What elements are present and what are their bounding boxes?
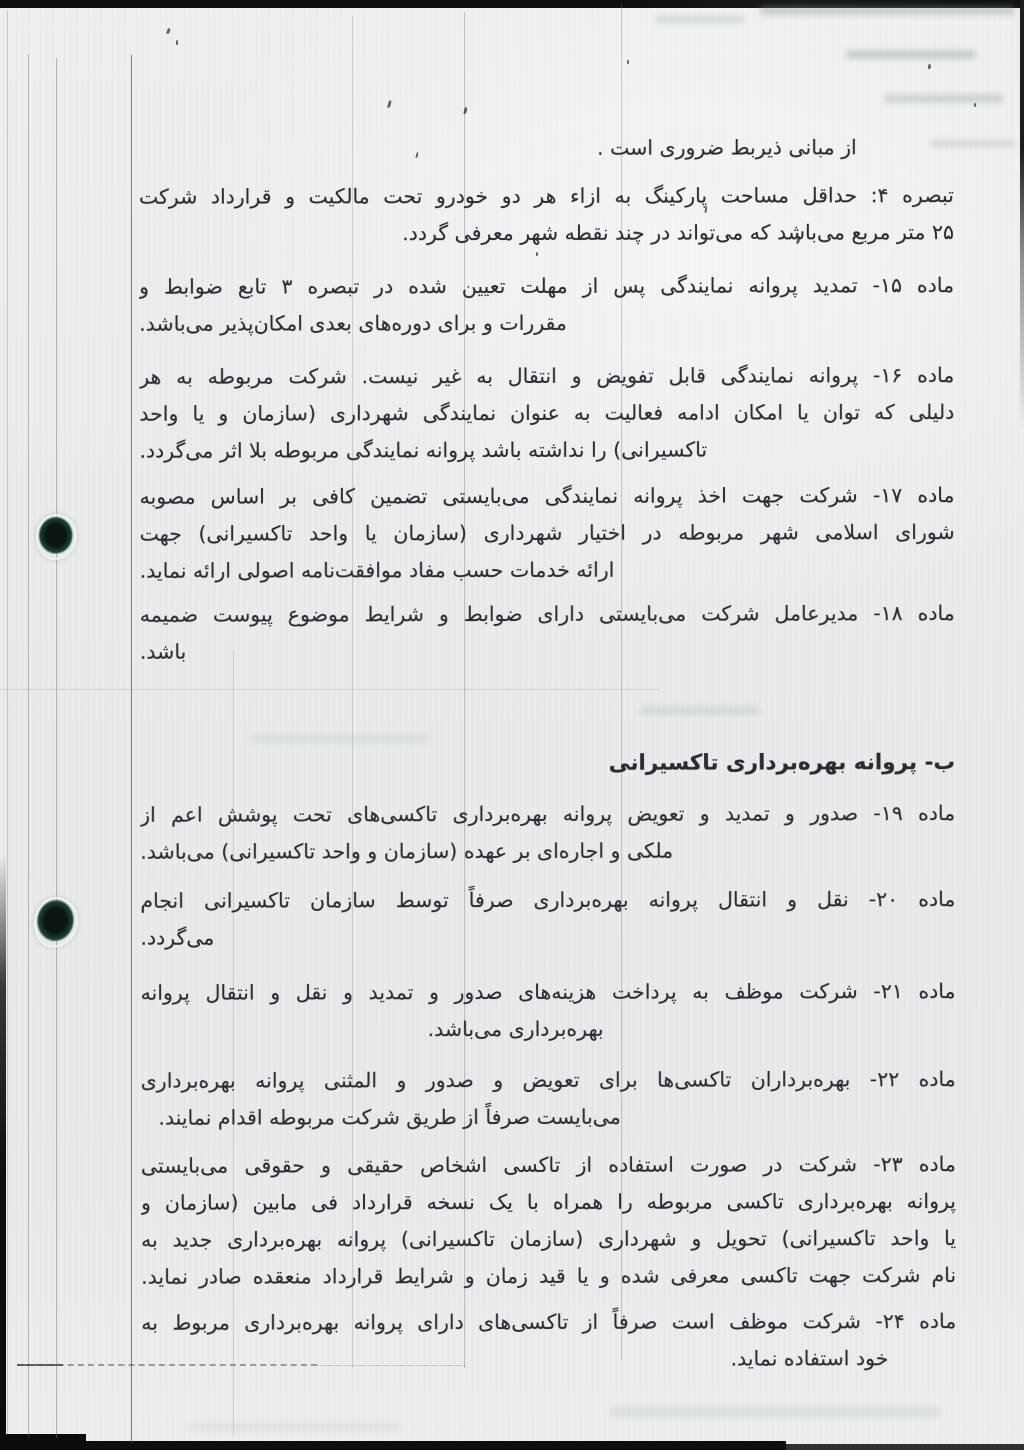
text-line: ماده ۲۱- شرکت موظف به پرداخت هزینه‌های صدور و تمدید و نقل و انتقال پروانه [140, 979, 956, 1005]
paragraph-madeh-22 [141, 1061, 956, 1137]
section-b-heading [609, 744, 955, 782]
text-line: ماده ۱۸- مدیرعامل شرکت می‌بایستی دارای ضوابط و شرایط موضوع پیوست ضمیمه [139, 601, 955, 627]
paragraph-madeh-17 [139, 477, 954, 590]
text-line: از مبانی ذیربط ضروری است . [596, 135, 857, 160]
text-line: ملکی و اجاره‌ای بر عهده (سازمان و واحد تاکسیرانی) می‌باشد. [140, 838, 674, 864]
text-line: دلیلی که توان یا امکان ادامه فعالیت به عنوان نمایندگی شهرداری (سازمان و یا واحد [139, 400, 955, 426]
text-line: ماده ۱۶- پروانه نمایندگی قابل تفویض و انتقال به غیر نیست. شرکت مربوطه به هر [139, 363, 955, 389]
section-heading-text: ب- پروانه بهره‌برداری تاکسیرانی [608, 750, 956, 776]
text-line: تاکسیرانی) را نداشته باشد پروانه نمایندگی مربوطه بلا اثر می‌گردد. [139, 437, 708, 463]
paragraph-madeh-16 [139, 357, 954, 470]
paragraph-madeh-20 [140, 881, 955, 957]
text-line: ماده ۲۲- بهره‌برداران تاکسی‌ها برای تعویض و صدور و المثنی پروانه بهره‌برداری [140, 1067, 956, 1093]
text-line: ماده ۱۹- صدور و تمدید و تعویض پروانه بهره‌برداری تاکسی‌های تحت پوشش اعم از [140, 801, 956, 827]
text-line: باشد. [139, 639, 187, 664]
text-line: ماده ۲۳- شرکت در صورت استفاده از تاکسی اشخاص حقیقی و حقوقی می‌بایستی [140, 1152, 956, 1178]
paragraph-intro-continuation [597, 129, 857, 167]
paragraph-madeh-23 [141, 1146, 956, 1296]
text-line: ماده ۱۵- تمدید پروانه نمایندگی پس از مهلت تعیین شده در تبصره ۳ تابع ضوابط و [139, 273, 955, 299]
text-line: ماده ۱۷- شرکت جهت اخذ پروانه نمایندگی می‌بایستی تضمین کافی بر اساس مصوبه [139, 483, 955, 509]
text-line: یا واحد تاکسیرانی) تحویل و شهرداری (سازمان تاکسیرانی) پروانه بهره‌برداری جدید به [141, 1226, 957, 1252]
text-line: ماده ۲۰- نقل و انتقال پروانه بهره‌برداری صرفاً توسط سازمان تاکسیرانی انجام [140, 887, 956, 913]
paragraph-madeh-19 [140, 795, 955, 871]
text-line: ماده ۲۴- شرکت موظف است صرفاً از تاکسی‌های دارای پروانه بهره‌برداری مربوط به [141, 1309, 957, 1335]
text-line: شورای اسلامی شهر مربوطه در اختیار شهرداری (سازمان یا واحد تاکسیرانی) جهت [139, 520, 955, 546]
text-line: می‌بایست صرفاً از طریق شرکت مربوطه اقدام نمایند. [158, 1104, 621, 1130]
paragraph-tabsereh-4 [139, 177, 954, 253]
text-line: پروانه بهره‌برداری تاکسی مربوطه را همراه با یک نسخه قرارداد فی مابین (سازمان و [140, 1189, 957, 1215]
text-line: می‌گردد. [140, 925, 215, 950]
paragraph-madeh-21 [141, 973, 956, 1049]
text-line: تبصره ۴: حداقل مساحت پارکینگ به ازاء هر دو خودرو تحت مالکیت و قرارداد شرکت [138, 183, 954, 209]
paragraph-madeh-15 [139, 267, 954, 343]
paragraph-madeh-24 [141, 1303, 956, 1379]
text-line: ارائه خدمات حسب مفاد موافقت‌نامه اصولی ارائه نماید. [139, 557, 615, 583]
paragraph-madeh-18 [140, 595, 955, 671]
text-line: بهره‌برداری می‌باشد. [427, 1016, 604, 1042]
text-line: مقررات و برای دوره‌های بعدی امکان‌پذیر می‌باشد. [139, 310, 567, 336]
text-line: نام شرکت جهت تاکسی معرفی شده و یا قید زمان و شرایط قرارداد منعقده صادر نماید. [141, 1263, 957, 1289]
text-line: خود استفاده نماید. [730, 1346, 889, 1371]
text-line: ۲۵ متر مربع می‌باشد که می‌تواند در چند نقطه شهر معرفی گردد. [402, 220, 954, 246]
